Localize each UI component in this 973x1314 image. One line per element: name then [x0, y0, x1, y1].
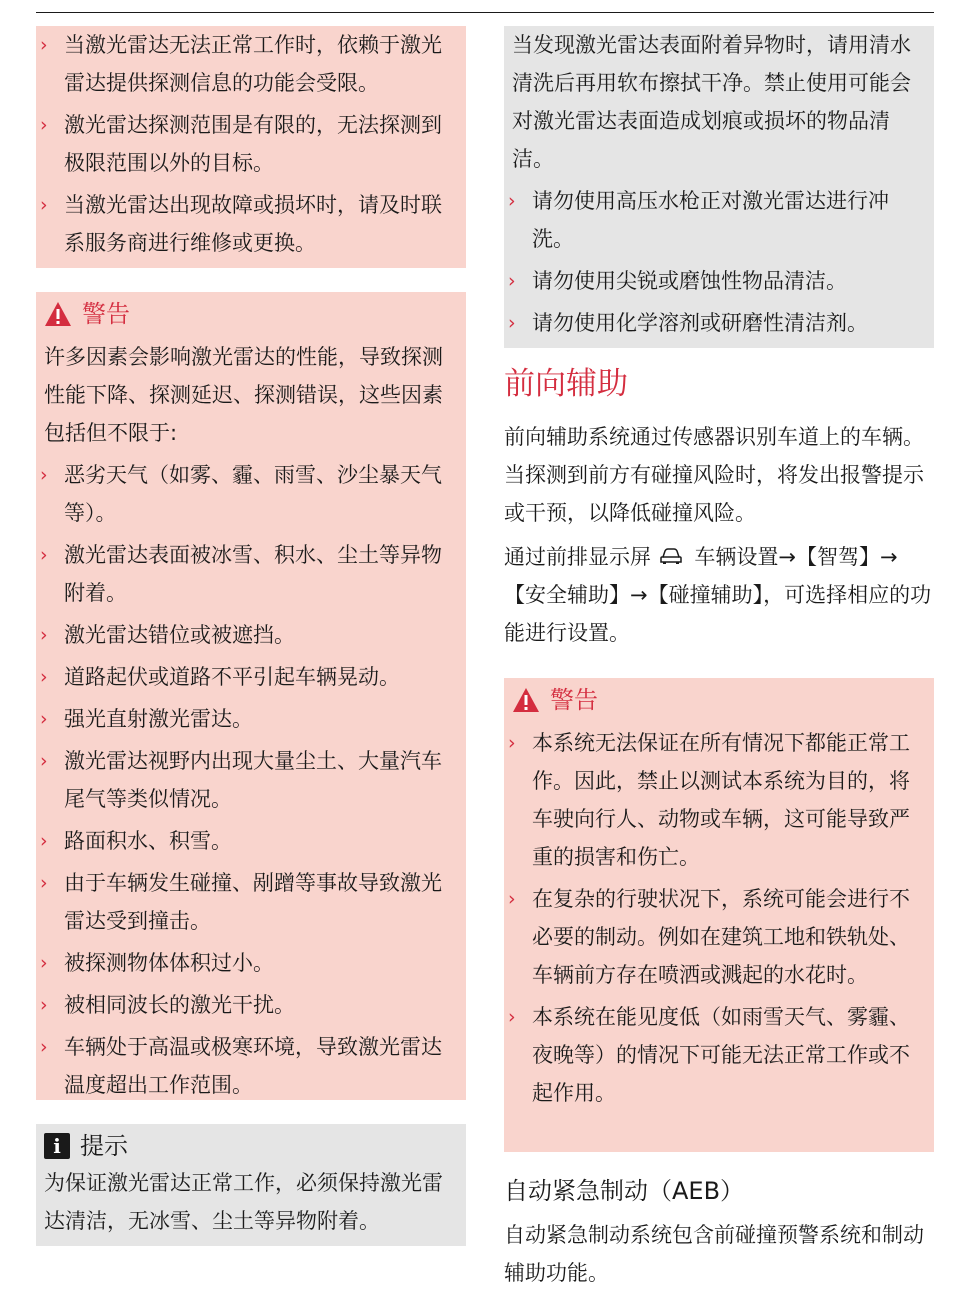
tip-box — [36, 1124, 466, 1246]
bullet-chevron-icon: › — [40, 194, 48, 216]
list-item — [36, 456, 458, 532]
list-item — [36, 186, 458, 262]
warning-factor-list — [36, 456, 458, 1104]
tip-text: 为保证激光雷达正常工作，必须保持激光雷达清洁，无冰雪、尘土等异物附着。 — [44, 1171, 443, 1233]
list-item — [36, 616, 458, 654]
tip-heading — [44, 1130, 458, 1162]
bullet-chevron-icon: › — [40, 872, 48, 894]
list-item — [504, 998, 926, 1112]
list-item-text: 请勿使用尖锐或磨蚀性物品清洁。 — [532, 269, 847, 293]
warning-title: 警告 — [82, 300, 130, 328]
warning-heading — [44, 298, 458, 330]
top-rule — [36, 12, 934, 13]
list-item-text: 恶劣天气（如雾、霾、雨雪、沙尘暴天气等）。 — [64, 463, 442, 525]
list-item-text: 激光雷达探测范围是有限的，无法探测到极限范围以外的目标。 — [64, 113, 442, 175]
bullet-chevron-icon: › — [40, 952, 48, 974]
aeb-description: 自动紧急制动系统包含前碰撞预警系统和制动辅助功能。 — [504, 1223, 924, 1285]
warning-box-forward-assist — [504, 678, 934, 1152]
bullet-chevron-icon: › — [508, 732, 516, 754]
list-item-text: 本系统在能见度低（如雨雪天气、雾霾、夜晚等）的情况下可能无法正常工作或不起作用。 — [532, 1005, 910, 1105]
cleaning-box — [504, 26, 934, 348]
list-item — [36, 1028, 458, 1104]
bullet-chevron-icon: › — [40, 114, 48, 136]
bullet-chevron-icon: › — [40, 666, 48, 688]
warning-box-lidar-performance — [36, 292, 466, 1100]
list-item-text: 本系统无法保证在所有情况下都能正常工作。因此，禁止以测试本系统为目的，将车驶向行人、动物或车辆，这可能导致严重的损害和伤亡。 — [532, 731, 910, 869]
list-item — [36, 742, 458, 818]
list-item-text: 由于车辆发生碰撞、剐蹭等事故导致激光雷达受到撞击。 — [64, 871, 442, 933]
bullet-chevron-icon: › — [40, 544, 48, 566]
info-icon: i — [44, 1133, 70, 1159]
forward-assist-settings-path — [504, 538, 934, 652]
list-item — [504, 880, 926, 994]
warning-triangle-icon — [44, 301, 72, 327]
warning-heading — [512, 684, 926, 716]
warning-intro: 许多因素会影响激光雷达的性能，导致探测性能下降、探测延迟、探测错误，这些因素包括但不限于: — [44, 345, 443, 445]
bullet-chevron-icon: › — [40, 708, 48, 730]
list-item — [36, 106, 458, 182]
list-item — [504, 304, 926, 342]
tip-title: 提示 — [80, 1132, 128, 1160]
car-icon — [660, 547, 682, 565]
list-item-text: 激光雷达视野内出现大量尘土、大量汽车尾气等类似情况。 — [64, 749, 442, 811]
list-item — [36, 944, 458, 982]
list-item-text: 车辆处于高温或极寒环境，导致激光雷达温度超出工作范围。 — [64, 1035, 442, 1097]
list-item — [36, 986, 458, 1024]
bullet-chevron-icon: › — [508, 270, 516, 292]
list-item-text: 激光雷达错位或被遮挡。 — [64, 623, 295, 647]
list-item — [36, 864, 458, 940]
bullet-chevron-icon: › — [508, 888, 516, 910]
list-item-text: 路面积水、积雪。 — [64, 829, 232, 853]
list-item — [504, 182, 926, 258]
list-item-text: 被相同波长的激光干扰。 — [64, 993, 295, 1017]
list-item — [36, 658, 458, 696]
list-item-text: 请勿使用化学溶剂或研磨性清洁剂。 — [532, 311, 868, 335]
list-item-text: 请勿使用高压水枪正对激光雷达进行冲洗。 — [532, 189, 889, 251]
list-item — [504, 262, 926, 300]
section-title-forward-assist: 前向辅助 — [504, 366, 628, 402]
bullet-chevron-icon: › — [508, 312, 516, 334]
subsection-title-aeb: 自动紧急制动（AEB） — [504, 1177, 745, 1205]
warning-triangle-icon — [512, 687, 540, 713]
list-item-text: 激光雷达表面被冰雪、积水、尘土等异物附着。 — [64, 543, 442, 605]
list-item-text: 道路起伏或道路不平引起车辆晃动。 — [64, 665, 400, 689]
bullet-chevron-icon: › — [40, 994, 48, 1016]
settings-path-text: 车辆设置→【智驾】→【安全辅助】→【碰撞辅助】，可选择相应的功能进行设置。 — [504, 545, 932, 645]
right-column — [504, 26, 934, 1292]
list-item-text: 被探测物体体积过小。 — [64, 951, 274, 975]
list-item-text: 当激光雷达无法正常工作时，依赖于激光雷达提供探测信息的功能会受限。 — [64, 33, 442, 95]
lidar-notice-box — [36, 26, 466, 268]
list-item — [36, 536, 458, 612]
forward-assist-warning-list — [504, 724, 926, 1112]
warning-title: 警告 — [550, 686, 598, 714]
lidar-notice-list — [36, 26, 458, 262]
cleaning-list — [504, 182, 926, 342]
list-item — [504, 724, 926, 876]
bullet-chevron-icon: › — [40, 624, 48, 646]
forward-assist-description: 前向辅助系统通过传感器识别车道上的车辆。当探测到前方有碰撞风险时，将发出报警提示或干预，以降低碰撞风险。 — [504, 425, 924, 525]
bullet-chevron-icon: › — [40, 34, 48, 56]
bullet-chevron-icon: › — [508, 190, 516, 212]
cleaning-text: 当发现激光雷达表面附着异物时，请用清水清洗后再用软布擦拭干净。禁止使用可能会对激光雷达表面造成划痕或损坏的物品清洁。 — [512, 33, 911, 171]
bullet-chevron-icon: › — [40, 1036, 48, 1058]
list-item-text: 在复杂的行驶状况下，系统可能会进行不必要的制动。例如在建筑工地和铁轨处、车辆前方存在喷洒或溅起的水花时。 — [532, 887, 910, 987]
bullet-chevron-icon: › — [40, 830, 48, 852]
list-item-text: 当激光雷达出现故障或损坏时，请及时联系服务商进行维修或更换。 — [64, 193, 442, 255]
list-item — [36, 26, 458, 102]
list-item-text: 强光直射激光雷达。 — [64, 707, 253, 731]
bullet-chevron-icon: › — [40, 750, 48, 772]
list-item — [36, 700, 458, 738]
bullet-chevron-icon: › — [508, 1006, 516, 1028]
bullet-chevron-icon: › — [40, 464, 48, 486]
left-column — [36, 26, 466, 1246]
list-item — [36, 822, 458, 860]
settings-path-prefix: 通过前排显示屏 — [504, 545, 651, 569]
